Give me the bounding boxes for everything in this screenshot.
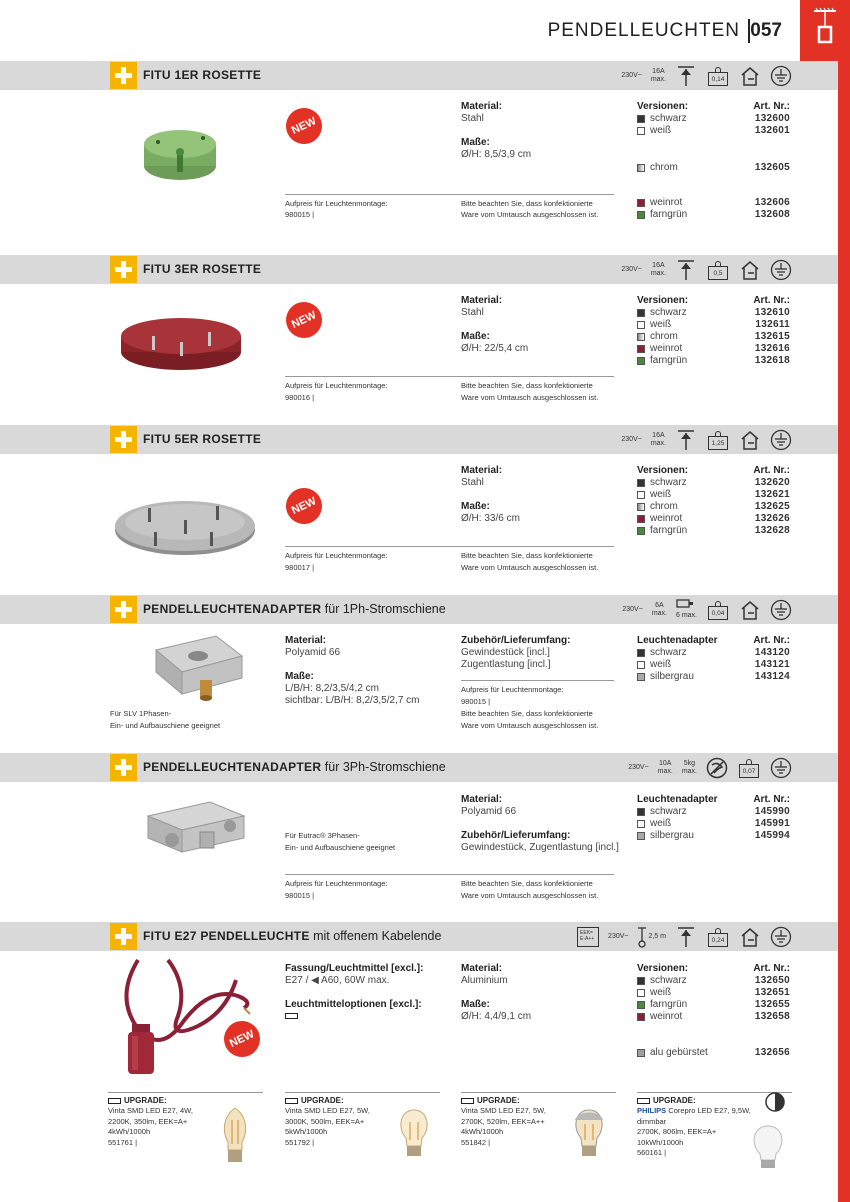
upgrade-line-1b: dimmbar <box>637 1116 667 1126</box>
hinweis-line-2: Ware vom Umtausch ausgeschlossen ist. <box>461 891 599 900</box>
material-value: Aluminium <box>461 975 508 986</box>
weight-value: 1,25 <box>708 436 728 450</box>
artnr-header: Art. Nr.: <box>753 101 790 112</box>
upgrade-artnr: 560161 | <box>637 1148 667 1157</box>
side-note-line-2: Ein- und Aufbauschiene geeignet <box>285 843 396 852</box>
weight-icon <box>706 599 730 621</box>
aufpreis-label: Aufpreis für Leuchtenmontage: <box>285 551 388 560</box>
version-row: weiß 132601 <box>637 125 790 137</box>
upgrade-line-2: 2700K, 520lm, EEK=A++ <box>461 1116 545 1126</box>
upgrade-line-1: Vinta SMD LED E27, 5W, <box>285 1106 370 1115</box>
filament-bulb-image <box>220 1106 250 1164</box>
max-label: max. <box>650 269 666 277</box>
color-swatch <box>637 115 645 123</box>
product-subtitle: für 1Ph-Stromschiene <box>321 602 446 616</box>
ceiling-mount-icon <box>675 926 697 948</box>
mirror-top-bulb-image <box>570 1108 608 1158</box>
material-value: Stahl <box>461 477 484 488</box>
ampere-label: 6A <box>655 601 664 609</box>
version-row: weiß 132651 <box>637 987 790 999</box>
ampere-label: 10A <box>659 759 672 767</box>
material-label: Material: <box>461 295 503 306</box>
hinweis-line-2: Ware vom Umtausch ausgeschlossen ist. <box>461 210 599 219</box>
color-swatch <box>637 1049 645 1057</box>
version-row: schwarz 132650 <box>637 975 790 987</box>
divider <box>285 376 614 377</box>
upgrade-line-2: 2200K, 350lm, EEK=A+ <box>108 1116 188 1126</box>
color-swatch <box>637 333 645 341</box>
side-note-line-2: Ein- und Aufbauschiene geeignet <box>110 721 221 730</box>
version-row: schwarz 132610 <box>637 307 790 319</box>
masse-value-1: L/B/H: 8,2/3,5/4,2 cm <box>285 683 379 694</box>
spec-icons <box>621 427 792 452</box>
color-swatch <box>637 673 645 681</box>
color-swatch <box>637 345 645 353</box>
product-header-adapter-3ph <box>0 753 838 782</box>
versionen-header: Versionen: <box>637 295 689 306</box>
color-swatch <box>637 649 645 657</box>
weight-value: 0,14 <box>708 72 728 86</box>
product-subtitle: mit offenem Kabelende <box>309 929 442 943</box>
product-title: FITU E27 PENDELLEUCHTE <box>143 929 310 943</box>
max-label: max. <box>657 767 673 775</box>
product-title: PENDELLEUCHTENADAPTER <box>143 760 322 774</box>
voltage-label: 230V~ <box>608 932 629 940</box>
masse-label: Maße: <box>461 331 490 342</box>
ceiling-mount-icon <box>675 65 697 87</box>
artnr-header: Art. Nr.: <box>753 794 790 805</box>
upgrade-line-2: 3000K, 500lm, EEK=A+ <box>285 1116 365 1126</box>
upgrade-artnr: 551761 | <box>108 1137 138 1147</box>
page-title: PENDELLEUCHTEN <box>547 20 740 41</box>
masse-value-2: sichtbar: L/B/H: 8,2/3,5/2,7 cm <box>285 695 420 706</box>
hinweis-line-2: Ware vom Umtausch ausgeschlossen ist. <box>461 563 599 572</box>
ampere-label: 16A <box>652 431 665 439</box>
color-swatch <box>637 1013 645 1021</box>
masse-label: Maße: <box>461 999 490 1010</box>
color-swatch <box>637 503 645 511</box>
product-header-fitu-3er <box>0 255 838 284</box>
color-swatch <box>637 309 645 317</box>
page-header <box>0 0 850 62</box>
new-badge: NEW <box>280 482 328 530</box>
masse-value: Ø/H: 8,5/3,9 cm <box>461 149 532 160</box>
max-label: max. <box>650 75 666 83</box>
upgrade-line-1: Vinta SMD LED E27, 4W, <box>108 1106 193 1115</box>
weight-value: 0,5 <box>708 266 728 280</box>
color-swatch <box>637 199 645 207</box>
weight-icon <box>706 259 730 281</box>
product-title: FITU 5ER ROSETTE <box>143 432 262 446</box>
indoor-house-icon <box>739 65 761 87</box>
protective-earth-icon <box>770 599 792 621</box>
product-header-adapter-1ph <box>0 595 838 624</box>
versionen-header: Versionen: <box>637 963 689 974</box>
product-title: PENDELLEUCHTENADAPTER <box>143 602 322 616</box>
hinweis-line-1: Bitte beachten Sie, dass konfektionierte <box>461 879 593 888</box>
color-swatch <box>637 1001 645 1009</box>
color-swatch <box>637 479 645 487</box>
aufpreis-label: Aufpreis für Leuchtenmontage: <box>285 199 388 208</box>
ampere-label: 16A <box>652 67 665 75</box>
color-swatch <box>637 977 645 985</box>
philips-brand: PHILIPS <box>637 1106 667 1115</box>
material-value: Stahl <box>461 307 484 318</box>
weight-icon <box>706 65 730 87</box>
version-row: farngrün 132618 <box>637 355 790 367</box>
divider <box>461 680 614 681</box>
version-row: schwarz 143120 <box>637 647 790 659</box>
color-swatch <box>637 820 645 828</box>
led-icon <box>108 1098 121 1104</box>
new-badge: NEW <box>280 102 328 150</box>
upgrade-line-3: 4kWh/1000h <box>108 1127 151 1136</box>
masse-value: Ø/H: 4,4/9,1 cm <box>461 1011 532 1022</box>
plus-icon <box>110 754 137 781</box>
upgrade-title: UPGRADE: <box>124 1096 167 1105</box>
indoor-house-icon <box>739 429 761 451</box>
weight-value: 0,07 <box>739 764 759 778</box>
product-image-fitu-3er <box>118 308 244 374</box>
upgrade-title: UPGRADE: <box>477 1096 520 1105</box>
weight-icon <box>737 757 761 779</box>
spec-icons <box>577 924 792 949</box>
protective-earth-icon <box>770 926 792 948</box>
upgrade-line-1: Vinta SMD LED E27, 5W, <box>461 1106 546 1115</box>
optionen-label: Leuchtmitteloptionen [excl.]: <box>285 999 422 1010</box>
color-swatch <box>637 832 645 840</box>
version-row: silbergrau 143124 <box>637 671 790 683</box>
version-row: schwarz 132600 <box>637 113 790 125</box>
protective-earth-icon <box>770 259 792 281</box>
upgrade-artnr: 551792 | <box>285 1137 315 1147</box>
zubehoer-line-1: Gewindestück, Zugentlastung [incl.] <box>461 842 619 853</box>
version-row: weiß 132611 <box>637 319 790 331</box>
version-row: chrom 132605 <box>637 162 790 174</box>
voltage-label: 230V~ <box>621 435 642 443</box>
protective-earth-icon <box>770 429 792 451</box>
spec-icons <box>621 63 792 88</box>
material-value: Stahl <box>461 113 484 124</box>
version-row: chrom 132625 <box>637 501 790 513</box>
max-label: max. <box>651 609 667 617</box>
new-badge: NEW <box>218 1015 266 1063</box>
masse-label: Maße: <box>285 671 314 682</box>
divider <box>285 874 614 875</box>
plus-icon <box>110 62 137 89</box>
color-swatch <box>637 808 645 816</box>
page-number: 057 <box>750 20 782 41</box>
material-label: Material: <box>461 794 503 805</box>
aufpreis-number: 980017 | <box>285 563 315 572</box>
color-swatch <box>637 357 645 365</box>
upgrade-line-3: 4kWh/1000h <box>461 1127 504 1136</box>
version-row: chrom 132615 <box>637 331 790 343</box>
spec-icons <box>622 597 792 622</box>
led-icon <box>461 1098 474 1104</box>
version-row: weinrot 132626 <box>637 513 790 525</box>
version-row: weinrot 132616 <box>637 343 790 355</box>
upgrade-line-1: Corepro LED E27, 9,5W, <box>666 1106 751 1115</box>
voltage-label: 230V~ <box>621 265 642 273</box>
cable-length-label: 2,5 m <box>648 932 666 940</box>
product-header-fitu-1er <box>0 61 838 90</box>
zubehoer-label: Zubehör/Lieferumfang: <box>461 830 571 841</box>
version-row: weiß 132621 <box>637 489 790 501</box>
hinweis-line-1: Bitte beachten Sie, dass konfektionierte <box>461 381 593 390</box>
fassung-label: Fassung/Leuchtmittel [excl.]: <box>285 963 424 974</box>
side-note-line-1: Für Eutrac® 3Phasen- <box>285 831 360 840</box>
indoor-house-icon <box>739 926 761 948</box>
masse-label: Maße: <box>461 137 490 148</box>
product-title: FITU 1ER ROSETTE <box>143 68 262 82</box>
spec-icons <box>628 755 792 780</box>
artnr-header: Art. Nr.: <box>753 465 790 476</box>
voltage-label: 230V~ <box>628 763 649 771</box>
weight-icon <box>706 926 730 948</box>
version-row: weinrot 132658 <box>637 1011 790 1023</box>
no-direct-mounting-icon <box>706 757 728 779</box>
energy-label-icon: EEK= E-A++ <box>577 927 599 947</box>
max-label: max. <box>681 767 697 775</box>
indoor-house-icon <box>739 259 761 281</box>
aufpreis-label: Aufpreis für Leuchtenmontage: <box>461 685 564 694</box>
masse-label: Maße: <box>461 501 490 512</box>
color-swatch <box>637 491 645 499</box>
led-icon <box>285 1098 298 1104</box>
hinweis-line-2: Ware vom Umtausch ausgeschlossen ist. <box>461 393 599 402</box>
new-badge: NEW <box>280 296 328 344</box>
led-max-label: 6 max. <box>675 612 697 619</box>
divider <box>285 546 614 547</box>
ceiling-mount-icon <box>675 259 697 281</box>
upgrade-artnr: 551842 | <box>461 1137 491 1147</box>
artnr-header: Art. Nr.: <box>753 295 790 306</box>
version-row: farngrün 132655 <box>637 999 790 1011</box>
aufpreis-number: 980015 | <box>461 697 491 706</box>
artnr-header: Art. Nr.: <box>753 963 790 974</box>
load-label: 5kg <box>683 759 696 767</box>
hinweis-line-1: Bitte beachten Sie, dass konfektionierte <box>461 199 593 208</box>
color-swatch <box>637 127 645 135</box>
ampere-label: 16A <box>652 261 665 269</box>
color-swatch <box>637 661 645 669</box>
plus-icon <box>110 256 137 283</box>
version-row: silbergrau 145994 <box>637 830 790 842</box>
product-header-fitu-5er <box>0 425 838 454</box>
color-swatch <box>637 164 645 172</box>
upgrade-line-3: 5kWh/1000h <box>285 1127 328 1136</box>
upgrade-line-2: 2700K, 806lm, EEK=A+ <box>637 1127 717 1136</box>
indoor-house-icon <box>739 599 761 621</box>
material-label: Material: <box>461 963 503 974</box>
a60-bulb-image <box>396 1108 432 1158</box>
upgrade-title: UPGRADE: <box>653 1096 696 1105</box>
product-image-fitu-e27 <box>108 956 258 1078</box>
version-row: schwarz 145990 <box>637 806 790 818</box>
protective-earth-icon <box>770 65 792 87</box>
aufpreis-number: 980016 | <box>285 393 315 402</box>
product-image-adapter-3ph <box>140 796 250 862</box>
max-label: max. <box>650 439 666 447</box>
version-row: schwarz 132620 <box>637 477 790 489</box>
color-swatch <box>637 527 645 535</box>
zubehoer-label: Zubehör/Lieferumfang: <box>461 635 571 646</box>
led-icon <box>676 599 696 609</box>
version-row: farngrün 132628 <box>637 525 790 537</box>
aufpreis-label: Aufpreis für Leuchtenmontage: <box>285 879 388 888</box>
red-edge-strip <box>838 62 850 1202</box>
side-note-line-1: Für SLV 1Phasen- <box>110 709 172 718</box>
voltage-label: 230V~ <box>622 605 643 613</box>
product-image-adapter-1ph <box>146 632 246 708</box>
weight-value: 0,24 <box>708 933 728 947</box>
divider <box>285 194 614 195</box>
material-value: Polyamid 66 <box>285 647 341 658</box>
frosted-bulb-image <box>748 1124 788 1170</box>
led-icon <box>637 1098 650 1104</box>
material-label: Material: <box>461 465 503 476</box>
versionen-header: Leuchtenadapter <box>637 794 718 805</box>
product-image-fitu-5er <box>112 490 258 558</box>
product-subtitle: für 3Ph-Stromschiene <box>321 760 446 774</box>
versionen-header: Versionen: <box>637 101 689 112</box>
aufpreis-label: Aufpreis für Leuchtenmontage: <box>285 381 388 390</box>
plus-icon <box>110 923 137 950</box>
version-row: farngrün 132608 <box>637 209 790 221</box>
product-title: FITU 3ER ROSETTE <box>143 262 262 276</box>
plus-icon <box>110 596 137 623</box>
versionen-header: Versionen: <box>637 465 689 476</box>
product-header-fitu-e27 <box>0 922 838 951</box>
dimmable-icon <box>764 1091 786 1113</box>
led-icon <box>285 1013 298 1019</box>
color-swatch <box>637 515 645 523</box>
color-swatch <box>637 989 645 997</box>
protective-earth-icon <box>770 757 792 779</box>
ceiling-mount-icon <box>675 429 697 451</box>
upgrade-title: UPGRADE: <box>301 1096 344 1105</box>
aufpreis-number: 980015 | <box>285 891 315 900</box>
hinweis-line-1: Bitte beachten Sie, dass konfektionierte <box>461 551 593 560</box>
weight-value: 0,04 <box>708 606 728 620</box>
version-row: weinrot 132606 <box>637 197 790 209</box>
weight-icon <box>706 429 730 451</box>
masse-value: Ø/H: 33/6 cm <box>461 513 520 524</box>
color-swatch <box>637 211 645 219</box>
color-swatch <box>637 321 645 329</box>
fassung-value: E27 / ◀ A60, 60W max. <box>285 975 390 986</box>
version-row: alu gebürstet 132656 <box>637 1047 790 1059</box>
hinweis-line-1: Bitte beachten Sie, dass konfektionierte <box>461 709 593 718</box>
section-tab <box>800 0 850 62</box>
material-value: Polyamid 66 <box>461 806 517 817</box>
plus-icon <box>110 426 137 453</box>
material-label: Material: <box>285 635 327 646</box>
pendant-lamp-icon <box>800 0 850 62</box>
cable-length-icon <box>637 926 647 948</box>
masse-value: Ø/H: 22/5,4 cm <box>461 343 529 354</box>
spec-icons <box>621 257 792 282</box>
hinweis-line-2: Ware vom Umtausch ausgeschlossen ist. <box>461 721 599 730</box>
aufpreis-number: 980015 | <box>285 210 315 219</box>
material-label: Material: <box>461 101 503 112</box>
artnr-header: Art. Nr.: <box>753 635 790 646</box>
zubehoer-line-2: Zugentlastung [incl.] <box>461 659 551 670</box>
product-image-fitu-1er <box>140 122 220 188</box>
zubehoer-line-1: Gewindestück [incl.] <box>461 647 550 658</box>
version-row: weiß 145991 <box>637 818 790 830</box>
upgrade-line-3: 10kWh/1000h <box>637 1137 684 1147</box>
voltage-label: 230V~ <box>621 71 642 79</box>
versionen-header: Leuchtenadapter <box>637 635 718 646</box>
version-row: weiß 143121 <box>637 659 790 671</box>
